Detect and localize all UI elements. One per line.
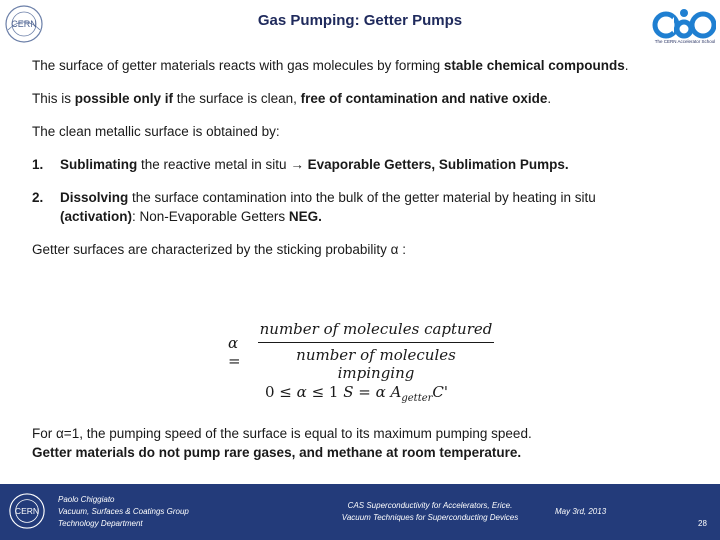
list-item-dissolving: 2. Dissolving the surface contamination into the bulk of the getter material by heating in situ (activation): Non-Evaporable Getters NEG. [32,190,596,224]
conclusion-line-1: For α=1, the pumping speed of the surface is equal to its maximum pumping speed. [32,426,532,441]
conclusion-line-2: Getter materials do not pump rare gases, and methane at room temperature. [32,445,522,460]
page-title: Gas Pumping: Getter Pumps [257,12,463,29]
equation-numerator: number of molecules captured [259,320,493,338]
equation-lhs: α = [228,334,241,370]
slide-body [32,56,672,273]
page-number: 28 [698,519,707,528]
paragraph-sticking-probability: Getter surfaces are characterized by the sticking probability α : [32,242,406,257]
paragraph-clean-surface: This is possible only if the surface is clean, free of contamination and native oxide. [32,91,552,106]
author-dept: Technology Department [58,519,143,528]
footer-author [58,494,189,530]
footer-bar [0,484,720,540]
paragraph-obtained-by: The clean metallic surface is obtained by: [32,124,280,139]
pumping-speed-relation: 0 ≤ α ≤ 1 S = α $A_{getter}C'$ [265,383,449,404]
equation-fraction [258,320,494,382]
author-name: Paolo Chiggiato [58,495,115,504]
list-item-sublimating: 1. Sublimating the reactive metal in situ → Evaporable Getters, Sublimation Pumps. [32,157,569,172]
footer-date: May 3rd, 2013 [555,507,607,516]
cern-footer-logo-icon [8,492,46,530]
cas-logo-caption: The CERN Accelerator School [654,39,716,44]
equation-denominator: number of molecules impinging [296,346,456,382]
conclusion-text [32,424,682,462]
school-name: CAS Superconductivity for Accelerators, Erice. [347,501,513,510]
svg-text:CERN: CERN [11,19,37,29]
footer-event [320,500,540,524]
svg-text:CERN: CERN [14,505,40,516]
fraction-bar [258,342,494,343]
lecture-name: Vacuum Techniques for Superconducting Devices [341,513,519,522]
paragraph-getter-reaction: The surface of getter materials reacts with gas molecules by forming stable chemical compounds. [32,58,629,73]
author-group: Vacuum, Surfaces & Coatings Group [58,507,189,516]
